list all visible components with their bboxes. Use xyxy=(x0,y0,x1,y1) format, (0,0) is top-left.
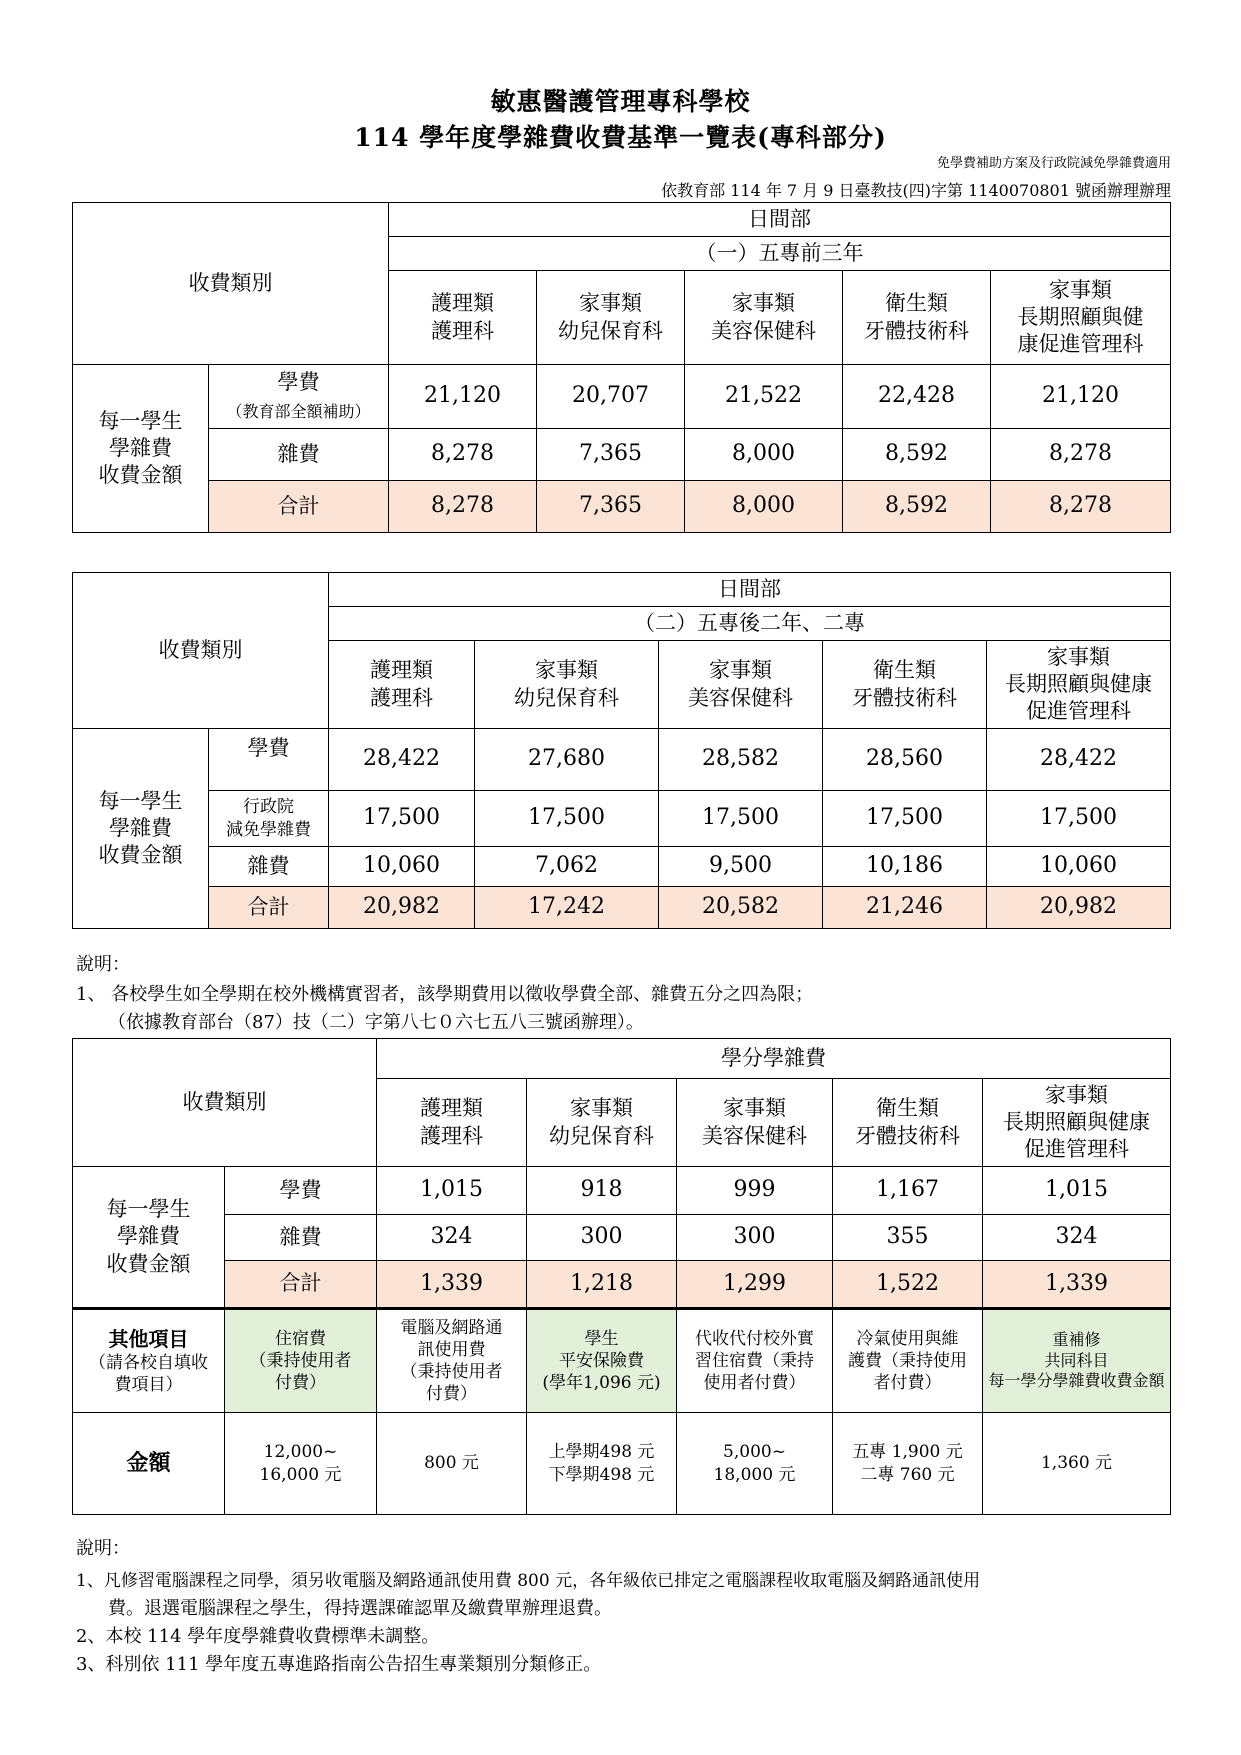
note-line: 3、科別依 111 學年度五專進路指南公告招生專業類別分類修正。 xyxy=(76,1654,602,1675)
table-cell: 10,186 xyxy=(823,847,987,887)
division-label: 日間部 xyxy=(329,573,1171,607)
table-cell: 10,060 xyxy=(987,847,1171,887)
table-cell: 8,000 xyxy=(685,429,843,481)
other-item: 冷氣使用與維 護費（秉持使用 者付費） xyxy=(833,1309,983,1413)
table-cell: 28,422 xyxy=(987,729,1171,791)
row-label-total: 合計 xyxy=(209,481,389,533)
notes-heading: 說明： xyxy=(76,954,130,975)
credit-fee-table xyxy=(72,1038,1171,1515)
table-cell-total: 17,242 xyxy=(475,887,659,929)
other-item: 重補修 共同科目 每一學分學雜費收費金額 xyxy=(983,1309,1171,1413)
row-label: 學費 （教育部全額補助） xyxy=(209,365,389,429)
row-label: 雜費 xyxy=(209,847,329,887)
column-header: 家事類 長期照顧與健康 促進管理科 xyxy=(983,1079,1171,1167)
table-cell-total: 8,000 xyxy=(685,481,843,533)
table-cell-total: 8,278 xyxy=(389,481,537,533)
table-cell: 1,015 xyxy=(983,1167,1171,1215)
table-cell: 9,500 xyxy=(659,847,823,887)
table-cell: 17,500 xyxy=(987,791,1171,847)
category-label: 收費類別 xyxy=(73,573,329,729)
table-cell: 27,680 xyxy=(475,729,659,791)
table-cell: 355 xyxy=(833,1215,983,1261)
column-header: 衛生類 牙體技術科 xyxy=(823,641,987,729)
section-label: （一）五專前三年 xyxy=(389,237,1171,271)
amount-cell: 1,360 元 xyxy=(983,1413,1171,1515)
table-cell: 21,120 xyxy=(991,365,1171,429)
table-cell: 1,167 xyxy=(833,1167,983,1215)
group-label: 每一學生 學雜費 收費金額 xyxy=(73,729,209,929)
other-item: 電腦及網路通 訊使用費 （秉持使用者 付費） xyxy=(377,1309,527,1413)
table-cell: 999 xyxy=(677,1167,833,1215)
table-cell-total: 7,365 xyxy=(537,481,685,533)
column-header: 家事類 長期照顧與健康 促進管理科 xyxy=(987,641,1171,729)
table-cell: 17,500 xyxy=(659,791,823,847)
column-header: 家事類 美容保健科 xyxy=(685,271,843,365)
division-label: 日間部 xyxy=(389,203,1171,237)
table-cell-total: 1,299 xyxy=(677,1261,833,1309)
note-line: 1、凡修習電腦課程之同學，須另收電腦及網路通訊使用費 800 元，各年級依已排定之電腦課程收取電腦及網路通訊使用 xyxy=(76,1571,981,1591)
note-line: 2、本校 114 學年度學雜費收費標準未調整。 xyxy=(76,1626,440,1647)
table-cell-total: 8,278 xyxy=(991,481,1171,533)
table-cell: 300 xyxy=(677,1215,833,1261)
other-item: 代收代付校外實 習住宿費（秉持 使用者付費） xyxy=(677,1309,833,1413)
other-items-label: 其他項目 （請各校自填收 費項目） xyxy=(73,1309,225,1413)
row-label: 行政院 減免學雜費 xyxy=(209,791,329,847)
column-header: 家事類 幼兒保育科 xyxy=(527,1079,677,1167)
column-header: 家事類 美容保健科 xyxy=(677,1079,833,1167)
reference-note: 依教育部 114 年 7 月 9 日臺教技(四)字第 1140070801 號函辦理辦理 xyxy=(661,181,1171,200)
group-label: 每一學生 學雜費 收費金額 xyxy=(73,365,209,533)
column-header: 家事類 幼兒保育科 xyxy=(475,641,659,729)
column-header: 衛生類 牙體技術科 xyxy=(843,271,991,365)
table-cell-total: 20,582 xyxy=(659,887,823,929)
table-cell: 10,060 xyxy=(329,847,475,887)
table-cell: 8,278 xyxy=(389,429,537,481)
note-line: 1、 各校學生如全學期在校外機構實習者，該學期費用以徵收學費全部、雜費五分之四為限； xyxy=(76,984,814,1005)
category-label: 收費類別 xyxy=(73,1039,377,1167)
table-cell: 324 xyxy=(377,1215,527,1261)
table-cell: 21,120 xyxy=(389,365,537,429)
table-cell: 17,500 xyxy=(823,791,987,847)
table-cell: 1,015 xyxy=(377,1167,527,1215)
other-item: 住宿費 （秉持使用者 付費） xyxy=(225,1309,377,1413)
applicability-note: 免學費補助方案及行政院減免學雜費適用 xyxy=(936,156,1171,171)
table-cell-total: 1,522 xyxy=(833,1261,983,1309)
column-header: 護理類 護理科 xyxy=(377,1079,527,1167)
section-label: （二）五專後二年、二專 xyxy=(329,607,1171,641)
table-cell-total: 1,218 xyxy=(527,1261,677,1309)
group-label: 每一學生 學雜費 收費金額 xyxy=(73,1167,225,1309)
note-line: 費。退選電腦課程之學生，得持選課確認單及繳費單辦理退費。 xyxy=(108,1598,612,1619)
table-cell: 7,062 xyxy=(475,847,659,887)
table-cell: 7,365 xyxy=(537,429,685,481)
table-cell: 8,592 xyxy=(843,429,991,481)
amount-cell: 五專 1,900 元 二專 760 元 xyxy=(833,1413,983,1515)
column-header: 家事類 長期照顧與健 康促進管理科 xyxy=(991,271,1171,365)
school-name: 敏惠醫護管理專科學校 xyxy=(490,87,751,116)
fee-table-2 xyxy=(72,572,1171,929)
fee-table-1 xyxy=(72,202,1171,533)
table-cell: 324 xyxy=(983,1215,1171,1261)
row-label: 學費 xyxy=(209,729,329,791)
row-label-total: 合計 xyxy=(209,887,329,929)
table-cell: 17,500 xyxy=(475,791,659,847)
table-cell-total: 1,339 xyxy=(377,1261,527,1309)
row-label: 雜費 xyxy=(225,1215,377,1261)
table-cell: 20,707 xyxy=(537,365,685,429)
row-label-total: 合計 xyxy=(225,1261,377,1309)
table-cell: 21,522 xyxy=(685,365,843,429)
table-cell: 17,500 xyxy=(329,791,475,847)
column-header: 衛生類 牙體技術科 xyxy=(833,1079,983,1167)
column-header: 護理類 護理科 xyxy=(329,641,475,729)
table-cell-total: 20,982 xyxy=(329,887,475,929)
table-cell: 28,582 xyxy=(659,729,823,791)
row-label: 雜費 xyxy=(209,429,389,481)
amount-cell: 5,000~ 18,000 元 xyxy=(677,1413,833,1515)
amount-label: 金額 xyxy=(73,1413,225,1515)
table-cell: 8,278 xyxy=(991,429,1171,481)
table-cell: 28,560 xyxy=(823,729,987,791)
column-header: 護理類 護理科 xyxy=(389,271,537,365)
table-cell-total: 21,246 xyxy=(823,887,987,929)
document-title: 114 學年度學雜費收費基準一覽表(專科部分) xyxy=(354,123,887,152)
row-label: 學費 xyxy=(225,1167,377,1215)
other-item: 學生 平安保險費 (學年1,096 元) xyxy=(527,1309,677,1413)
table-cell: 28,422 xyxy=(329,729,475,791)
column-header: 家事類 美容保健科 xyxy=(659,641,823,729)
amount-cell: 800 元 xyxy=(377,1413,527,1515)
table-cell-total: 20,982 xyxy=(987,887,1171,929)
amount-cell: 上學期498 元 下學期498 元 xyxy=(527,1413,677,1515)
division-label: 學分學雜費 xyxy=(377,1039,1171,1079)
table-cell: 22,428 xyxy=(843,365,991,429)
note-line: （依據教育部台（87）技（二）字第八七０六七五八三號函辦理）。 xyxy=(108,1012,644,1033)
notes-heading: 說明： xyxy=(76,1538,130,1559)
table-cell-total: 1,339 xyxy=(983,1261,1171,1309)
table-cell: 918 xyxy=(527,1167,677,1215)
category-label: 收費類別 xyxy=(73,203,389,365)
table-cell: 300 xyxy=(527,1215,677,1261)
column-header: 家事類 幼兒保育科 xyxy=(537,271,685,365)
table-cell-total: 8,592 xyxy=(843,481,991,533)
amount-cell: 12,000~ 16,000 元 xyxy=(225,1413,377,1515)
